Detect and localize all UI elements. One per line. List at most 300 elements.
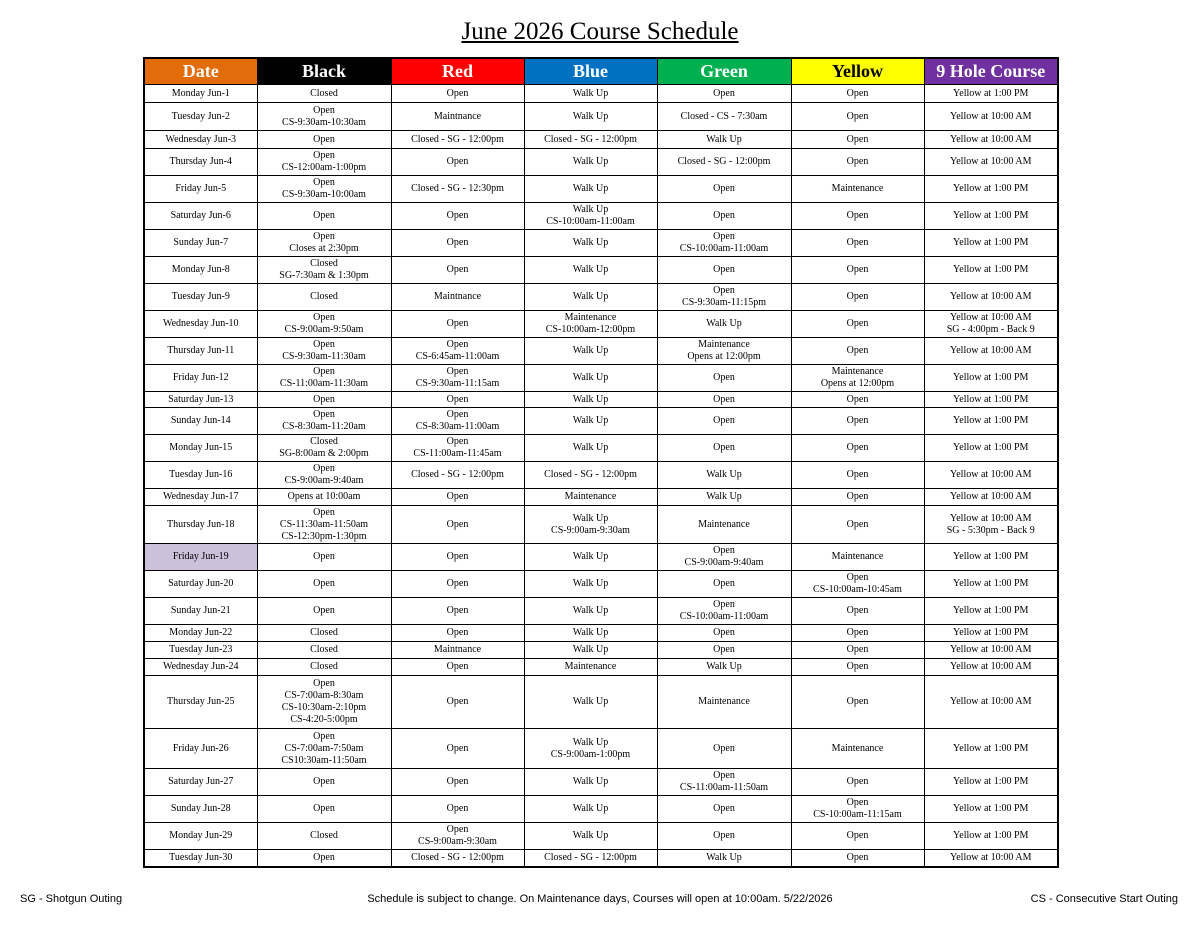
cell-black — [257, 729, 391, 769]
cell-text: Open CS-10:00am-11:15am — [813, 797, 902, 820]
cell-text: Sunday Jun-21 — [170, 605, 231, 616]
cell-text: Open — [713, 644, 735, 655]
cell-text: Walk Up — [706, 491, 742, 502]
cell-text: Yellow at 1:00 PM — [953, 605, 1029, 616]
cell-text: Open — [713, 87, 735, 99]
cell-text: Open — [846, 415, 869, 426]
cell-blue — [524, 676, 657, 729]
cell-text: Closed - SG - 12:00pm — [411, 133, 504, 145]
cell-text: Walk Up — [706, 661, 742, 672]
cell-text: Yellow at 10:00 AM — [950, 469, 1032, 480]
cell-red — [391, 729, 524, 769]
cell-yellow — [791, 769, 924, 796]
cell-yellow — [791, 103, 924, 131]
cell-text: Open CS-7:00am-7:50am CS10:30am-11:50am — [281, 730, 367, 766]
table-row — [144, 311, 1058, 338]
cell-blue — [524, 85, 657, 103]
cell-red — [391, 506, 524, 544]
cell-red — [391, 823, 524, 850]
cell-text: Thursday Jun-11 — [167, 345, 235, 356]
cell-text: Open — [313, 578, 335, 589]
cell-text: Yellow at 10:00 AM — [950, 852, 1032, 863]
cell-text: Wednesday Jun-10 — [162, 318, 239, 329]
table-row — [144, 850, 1058, 868]
cell-text: Yellow at 1:00 PM — [953, 87, 1029, 99]
cell-black — [257, 506, 391, 544]
cell-date — [144, 850, 257, 868]
cell-black — [257, 642, 391, 659]
cell-yellow — [791, 392, 924, 408]
cell-9-hole — [924, 823, 1058, 850]
cell-yellow — [791, 257, 924, 284]
cell-text: Tuesday Jun-30 — [169, 852, 233, 863]
cell-green — [657, 408, 791, 435]
cell-green — [657, 365, 791, 392]
cell-text: Maintenance — [698, 518, 750, 530]
cell-text: Open CS-9:00am-9:50am — [284, 312, 364, 335]
cell-text: Open CS-9:00am-9:40am — [284, 463, 364, 486]
cell-green — [657, 571, 791, 598]
cell-9-hole — [924, 462, 1058, 489]
cell-9-hole — [924, 131, 1058, 149]
cell-text: Open — [846, 605, 869, 616]
cell-text: Open — [446, 551, 469, 562]
cell-text: Walk Up — [706, 133, 742, 145]
cell-green — [657, 769, 791, 796]
cell-9-hole — [924, 625, 1058, 642]
cell-9-hole — [924, 850, 1058, 868]
cell-text: Open — [846, 133, 869, 145]
cell-green — [657, 338, 791, 365]
cell-green — [657, 642, 791, 659]
cell-blue — [524, 176, 657, 203]
cell-red — [391, 625, 524, 642]
cell-text: Open CS-11:00am-11:45am — [413, 436, 502, 459]
cell-text: Open — [446, 578, 469, 589]
cell-text: Yellow at 1:00 PM — [953, 742, 1029, 754]
cell-9-hole — [924, 338, 1058, 365]
cell-text: Open — [846, 661, 869, 672]
cell-text: Walk Up — [572, 551, 609, 562]
cell-text: Yellow at 1:00 PM — [953, 183, 1029, 194]
cell-text: Saturday Jun-6 — [170, 210, 231, 221]
cell-text: Maintenance Opens at 12:00pm — [820, 366, 895, 389]
table-row — [144, 625, 1058, 642]
cell-text: Open — [446, 742, 469, 754]
cell-red — [391, 392, 524, 408]
table-row — [144, 676, 1058, 729]
cell-blue — [524, 284, 657, 311]
cell-yellow — [791, 642, 924, 659]
cell-text: Open CS-7:00am-8:30am CS-10:30am-2:10pm CS-4:20-5:00pm — [281, 678, 367, 725]
cell-red — [391, 462, 524, 489]
cell-date — [144, 796, 257, 823]
cell-text: Monday Jun-29 — [169, 830, 233, 841]
column-header-9-hole: 9 Hole Course — [924, 58, 1058, 85]
cell-red — [391, 176, 524, 203]
cell-text: Closed - CS - 7:30am — [680, 110, 768, 122]
cell-text: Yellow at 1:00 PM — [953, 578, 1029, 589]
cell-black — [257, 435, 391, 462]
cell-text: Open — [713, 578, 735, 589]
cell-black — [257, 598, 391, 625]
cell-text: Closed - SG - 12:30pm — [411, 183, 504, 194]
cell-text: Walk Up — [572, 776, 609, 787]
cell-text: Open — [846, 318, 869, 329]
cell-9-hole — [924, 230, 1058, 257]
cell-black — [257, 769, 391, 796]
cell-red — [391, 850, 524, 868]
cell-text: Open — [446, 605, 469, 616]
cell-yellow — [791, 625, 924, 642]
cell-red — [391, 659, 524, 676]
cell-text: Closed — [310, 644, 338, 655]
cell-green — [657, 435, 791, 462]
cell-yellow — [791, 598, 924, 625]
cell-yellow — [791, 544, 924, 571]
cell-red — [391, 408, 524, 435]
column-header-green: Green — [657, 58, 791, 85]
cell-red — [391, 642, 524, 659]
cell-text: Open — [446, 776, 469, 787]
cell-text: Yellow at 1:00 PM — [953, 776, 1029, 787]
cell-text: Closed - SG - 12:00pm — [544, 852, 637, 863]
cell-text: Open — [446, 156, 469, 167]
cell-text: Yellow at 10:00 AM SG - 4:00pm - Back 9 — [946, 312, 1035, 335]
cell-text: Open — [846, 210, 869, 221]
cell-yellow — [791, 676, 924, 729]
cell-text: Maintenance — [564, 661, 617, 672]
cell-text: Open — [446, 393, 469, 405]
cell-black — [257, 571, 391, 598]
cell-yellow — [791, 823, 924, 850]
cell-text: Open — [713, 830, 735, 841]
cell-green — [657, 850, 791, 868]
cell-green — [657, 489, 791, 506]
cell-text: Yellow at 10:00 AM — [950, 491, 1032, 502]
cell-text: Walk Up — [572, 803, 609, 814]
cell-yellow — [791, 338, 924, 365]
cell-text: Closed - SG - 12:00pm — [544, 133, 637, 145]
cell-green — [657, 131, 791, 149]
cell-black — [257, 131, 391, 149]
table-row — [144, 769, 1058, 796]
cell-blue — [524, 203, 657, 230]
cell-text: Maintnance — [433, 110, 482, 122]
cell-9-hole — [924, 676, 1058, 729]
cell-red — [391, 338, 524, 365]
cell-text: Yellow at 10:00 AM — [950, 291, 1032, 302]
table-row — [144, 103, 1058, 131]
cell-text: Yellow at 10:00 AM — [950, 644, 1032, 655]
cell-red — [391, 435, 524, 462]
cell-green — [657, 85, 791, 103]
cell-blue — [524, 729, 657, 769]
cell-text: Tuesday Jun-9 — [171, 291, 230, 302]
cell-black — [257, 230, 391, 257]
cell-red — [391, 571, 524, 598]
cell-blue — [524, 823, 657, 850]
cell-text: Friday Jun-5 — [175, 183, 227, 194]
cell-red — [391, 257, 524, 284]
cell-text: Open — [446, 264, 469, 275]
cell-text: Walk Up — [572, 345, 609, 356]
cell-text: Walk Up — [572, 393, 609, 405]
cell-text: Walk Up — [572, 372, 609, 383]
table-row — [144, 729, 1058, 769]
cell-text: Open — [713, 264, 735, 275]
table-row — [144, 176, 1058, 203]
cell-text: Open — [846, 264, 869, 275]
cell-text: Yellow at 10:00 AM — [950, 110, 1032, 122]
cell-text: Open CS-8:30am-11:00am — [415, 409, 500, 432]
cell-text: Thursday Jun-18 — [167, 518, 235, 530]
cell-text: Maintnance — [433, 644, 482, 655]
cell-yellow — [791, 131, 924, 149]
cell-date — [144, 729, 257, 769]
cell-text: Yellow at 1:00 PM — [953, 442, 1029, 453]
cell-date — [144, 544, 257, 571]
cell-green — [657, 203, 791, 230]
footer-legend-cs: CS - Consecutive Start Outing — [1030, 893, 1178, 905]
cell-black — [257, 85, 391, 103]
cell-text: Maintenance CS-10:00am-12:00pm — [545, 312, 636, 335]
table-row — [144, 642, 1058, 659]
cell-text: Walk Up — [706, 852, 742, 863]
cell-text: Open — [446, 803, 469, 814]
cell-text: Open CS-9:30am-11:15am — [415, 366, 500, 389]
cell-text: Saturday Jun-27 — [168, 776, 234, 787]
table-row — [144, 338, 1058, 365]
cell-text: Monday Jun-8 — [171, 264, 230, 275]
cell-text: Wednesday Jun-24 — [162, 661, 239, 672]
cell-text: Walk Up — [572, 830, 609, 841]
cell-text: Open CS-11:00am-11:50am — [679, 770, 769, 793]
cell-red — [391, 203, 524, 230]
cell-date — [144, 823, 257, 850]
cell-red — [391, 103, 524, 131]
cell-green — [657, 103, 791, 131]
cell-9-hole — [924, 544, 1058, 571]
cell-text: Open CS-12:00am-1:00pm — [281, 150, 367, 173]
cell-blue — [524, 230, 657, 257]
cell-blue — [524, 365, 657, 392]
cell-blue — [524, 796, 657, 823]
cell-text: Open CS-9:30am-11:15pm — [681, 285, 767, 308]
cell-red — [391, 796, 524, 823]
cell-text: Maintenance — [564, 491, 617, 502]
cell-black — [257, 257, 391, 284]
cell-text: Yellow at 1:00 PM — [953, 830, 1029, 841]
cell-black — [257, 408, 391, 435]
cell-green — [657, 149, 791, 176]
cell-date — [144, 571, 257, 598]
cell-text: Open — [446, 237, 469, 248]
cell-9-hole — [924, 257, 1058, 284]
cell-text: Open — [846, 393, 869, 405]
cell-green — [657, 544, 791, 571]
cell-text: Yellow at 10:00 AM — [950, 696, 1032, 707]
table-row — [144, 462, 1058, 489]
cell-text: Closed — [310, 291, 338, 302]
cell-text: Closed — [310, 661, 338, 672]
cell-9-hole — [924, 392, 1058, 408]
cell-text: Open CS-9:30am-11:30am — [282, 339, 366, 362]
column-header-date: Date — [144, 58, 257, 85]
cell-yellow — [791, 435, 924, 462]
cell-black — [257, 823, 391, 850]
cell-green — [657, 311, 791, 338]
cell-text: Yellow at 10:00 AM — [950, 345, 1032, 356]
cell-black — [257, 338, 391, 365]
cell-blue — [524, 392, 657, 408]
cell-text: Walk Up — [572, 237, 609, 248]
cell-blue — [524, 257, 657, 284]
cell-blue — [524, 769, 657, 796]
cell-text: Walk Up — [572, 627, 609, 638]
table-row — [144, 131, 1058, 149]
cell-text: Open — [846, 644, 869, 655]
cell-text: Walk Up — [572, 87, 609, 99]
cell-red — [391, 149, 524, 176]
cell-yellow — [791, 365, 924, 392]
cell-text: Open CS-10:00am-10:45am — [813, 572, 902, 595]
cell-black — [257, 796, 391, 823]
cell-black — [257, 149, 391, 176]
cell-date — [144, 676, 257, 729]
cell-text: Open — [446, 518, 469, 530]
cell-text: Open — [846, 156, 869, 167]
cell-text: Friday Jun-26 — [172, 742, 229, 754]
cell-text: Open — [446, 696, 469, 707]
cell-text: Open — [313, 393, 335, 405]
cell-text: Open — [846, 696, 869, 707]
cell-green — [657, 392, 791, 408]
cell-text: Open — [713, 627, 735, 638]
column-header-blue: Blue — [524, 58, 657, 85]
cell-black — [257, 284, 391, 311]
cell-text: Open CS-8:30am-11:20am — [282, 409, 366, 432]
cell-text: Open — [713, 210, 735, 221]
cell-yellow — [791, 462, 924, 489]
table-row — [144, 544, 1058, 571]
cell-black — [257, 176, 391, 203]
cell-date — [144, 103, 257, 131]
cell-9-hole — [924, 203, 1058, 230]
cell-red — [391, 769, 524, 796]
cell-date — [144, 598, 257, 625]
cell-date — [144, 506, 257, 544]
cell-text: Sunday Jun-7 — [173, 237, 229, 248]
cell-yellow — [791, 729, 924, 769]
cell-text: Walk Up — [572, 183, 609, 194]
cell-date — [144, 85, 257, 103]
cell-text: Open Closes at 2:30pm — [289, 231, 359, 254]
cell-black — [257, 625, 391, 642]
cell-green — [657, 506, 791, 544]
cell-black — [257, 676, 391, 729]
cell-9-hole — [924, 506, 1058, 544]
cell-text: Open — [846, 87, 869, 99]
cell-blue — [524, 408, 657, 435]
cell-text: Walk Up — [572, 578, 609, 589]
cell-date — [144, 659, 257, 676]
cell-yellow — [791, 230, 924, 257]
cell-text: Monday Jun-15 — [169, 442, 233, 453]
cell-text: Walk Up — [572, 644, 609, 655]
cell-black — [257, 103, 391, 131]
cell-text: Saturday Jun-20 — [168, 578, 234, 589]
cell-text: Yellow at 1:00 PM — [953, 372, 1029, 383]
cell-black — [257, 311, 391, 338]
cell-text: Open — [313, 605, 335, 616]
cell-yellow — [791, 203, 924, 230]
cell-date — [144, 642, 257, 659]
cell-text: Closed SG-8:00am & 2:00pm — [279, 436, 369, 459]
cell-blue — [524, 598, 657, 625]
cell-text: Open CS-9:00am-9:30am — [418, 824, 497, 847]
cell-blue — [524, 103, 657, 131]
cell-text: Walk Up — [572, 696, 609, 707]
cell-date — [144, 462, 257, 489]
cell-text: Open CS-9:30am-10:30am — [282, 104, 366, 128]
cell-text: Open CS-10:00am-11:00am — [679, 231, 769, 254]
cell-blue — [524, 571, 657, 598]
cell-black — [257, 203, 391, 230]
cell-text: Open — [313, 803, 335, 814]
schedule-table — [143, 57, 1059, 868]
cell-date — [144, 284, 257, 311]
cell-yellow — [791, 796, 924, 823]
cell-text: Open — [713, 183, 735, 194]
cell-9-hole — [924, 642, 1058, 659]
cell-text: Walk Up CS-9:00am-9:30am — [551, 512, 630, 536]
cell-text: Yellow at 10:00 AM — [950, 156, 1032, 167]
cell-text: Open — [446, 318, 469, 329]
cell-green — [657, 176, 791, 203]
cell-green — [657, 598, 791, 625]
cell-blue — [524, 131, 657, 149]
cell-9-hole — [924, 729, 1058, 769]
column-header-red: Red — [391, 58, 524, 85]
cell-text: Sunday Jun-28 — [170, 803, 231, 814]
cell-text: Open — [846, 627, 869, 638]
cell-text: Yellow at 1:00 PM — [953, 803, 1029, 814]
table-row — [144, 230, 1058, 257]
cell-text: Yellow at 1:00 PM — [953, 415, 1029, 426]
cell-date — [144, 311, 257, 338]
cell-text: Maintenance — [831, 742, 884, 754]
cell-text: Walk Up — [706, 318, 742, 329]
cell-text: Yellow at 10:00 AM — [950, 661, 1032, 672]
cell-text: Maintenance — [831, 551, 884, 562]
cell-red — [391, 598, 524, 625]
cell-text: Maintenance — [698, 696, 750, 707]
cell-text: Open — [846, 491, 869, 502]
cell-date — [144, 338, 257, 365]
table-row — [144, 257, 1058, 284]
cell-text: Open — [846, 776, 869, 787]
cell-green — [657, 257, 791, 284]
cell-text: Open CS-9:00am-9:40am — [684, 545, 764, 568]
cell-date — [144, 230, 257, 257]
cell-green — [657, 796, 791, 823]
cell-text: Open — [846, 518, 869, 530]
cell-black — [257, 659, 391, 676]
cell-9-hole — [924, 408, 1058, 435]
cell-text: Yellow at 1:00 PM — [953, 551, 1029, 562]
cell-9-hole — [924, 311, 1058, 338]
